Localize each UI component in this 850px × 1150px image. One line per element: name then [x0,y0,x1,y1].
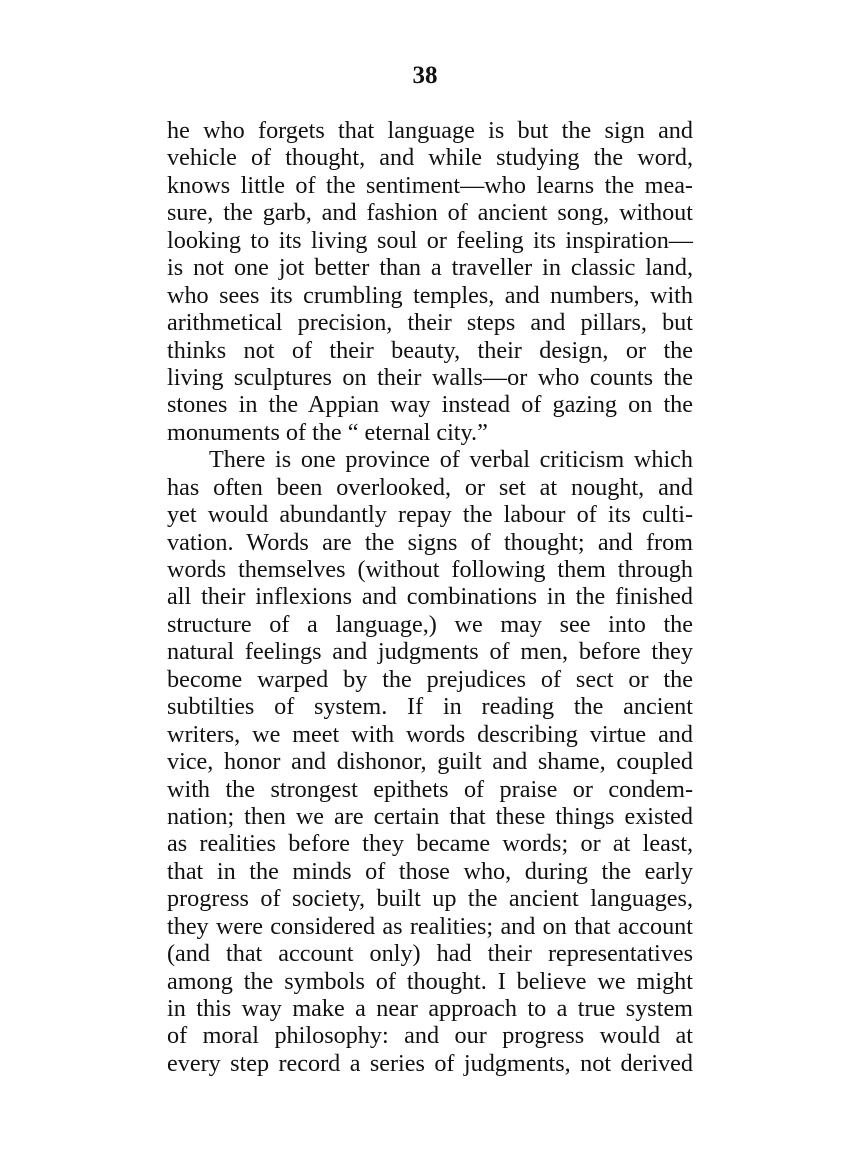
text-line: of moral philosophy: and our progress would at [167,1022,693,1050]
text-line: natural feelings and judgments of men, before they [167,638,693,666]
text-line: sure, the garb, and fashion of ancient song, without [167,199,693,227]
text-line: with the strongest epithets of praise or condem- [167,775,693,803]
text-line: become warped by the prejudices of sect or the [167,665,693,693]
text-line: vehicle of thought, and while studying the word, [167,144,693,172]
text-line: vation. Words are the signs of thought; and from [167,528,693,556]
text-line: living sculptures on their walls—or who counts the [167,363,693,391]
text-line: vice, honor and dishonor, guilt and shame, coupled [167,748,693,776]
text-line: yet would abundantly repay the labour of its culti- [167,501,693,529]
text-line: is not one jot better than a traveller in classic land, [167,254,693,282]
text-line: stones in the Appian way instead of gazing on the [167,391,693,419]
text-line: progress of society, built up the ancient languages, [167,885,693,913]
page-number: 38 [412,62,438,89]
text-line: looking to its living soul or feeling its inspiration— [167,226,693,254]
paragraph-1 [167,117,693,446]
text-line: nation; then we are certain that these things existed [167,802,693,830]
text-line: words themselves (without following them through [167,556,693,583]
page-body [167,117,693,1077]
text-line: he who forgets that language is but the sign and [167,117,693,144]
text-line: among the symbols of thought. I believe we might [167,967,693,995]
text-line: (and that account only) had their representatives [167,940,693,968]
text-line: in this way make a near approach to a true system [167,995,693,1022]
text-line: who sees its crumbling temples, and numbers, with [167,281,693,309]
text-line: has often been overlooked, or set at nought, and [167,473,693,501]
text-line: that in the minds of those who, during the early [167,857,693,885]
text-line: subtilties of system. If in reading the ancient [167,693,693,721]
text-line: knows little of the sentiment—who learns the mea- [167,171,693,199]
paragraph-2 [167,446,693,1077]
text-line: structure of a language,) we may see into the [167,610,693,638]
text-line: arithmetical precision, their steps and pillars, but [167,309,693,337]
text-line: thinks not of their beauty, their design, or the [167,336,693,364]
text-line: writers, we meet with words describing virtue and [167,720,693,748]
text-line: monuments of the “ eternal city.” [167,418,488,446]
text-line: There is one province of verbal criticism which [209,446,693,474]
text-line: every step record a series of judgments, not derived [167,1049,693,1077]
text-line: as realities before they became words; or at least, [167,830,693,858]
text-line: all their inflexions and combinations in the finished [167,583,693,611]
text-line: they were considered as realities; and on that account [167,912,693,940]
